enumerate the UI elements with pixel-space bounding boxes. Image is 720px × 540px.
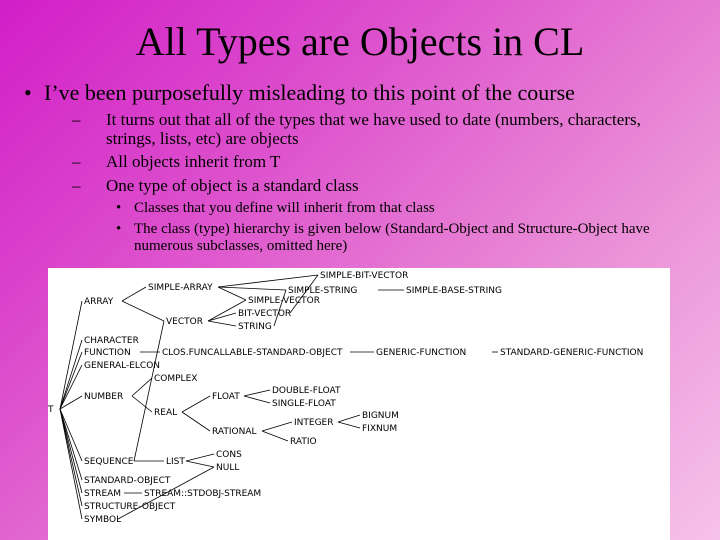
edge-list-null (186, 461, 214, 467)
node-fixnum: FIXNUM (362, 424, 398, 434)
node-null: NULL (216, 463, 240, 473)
sub-sub-bullet-2 (116, 221, 694, 255)
class-hierarchy-svg (48, 268, 670, 540)
sub-bullet-2 (72, 152, 666, 171)
bullet-1 (24, 80, 575, 106)
edge-real-rational (182, 412, 210, 431)
edge-integer-bignum (338, 415, 360, 422)
edge-vector-bit-vector (208, 313, 236, 321)
sub-sub-bullet-2-text: The class (type) hierarchy is given below (Standard-Object and Structure-Object have numerous subclasses, omitted here) (134, 221, 650, 254)
edge-simple-array-simple-string (218, 287, 286, 290)
edge-t-stream (60, 409, 82, 493)
node-integer: INTEGER (294, 418, 334, 428)
bullet-mark: • (24, 80, 32, 105)
node-stream-stdobj-stream: STREAM::STDOBJ-STREAM (144, 489, 262, 499)
node-stream: STREAM (84, 489, 122, 499)
node-real: REAL (154, 408, 178, 418)
edge-t-array (60, 301, 82, 409)
edge-simple-array-simple-vector (218, 287, 246, 300)
node-vector: VECTOR (166, 317, 203, 327)
node-t: T (48, 405, 54, 415)
node-generic-function: GENERIC-FUNCTION (376, 348, 467, 358)
dash-mark: – (72, 110, 81, 129)
node-funcallable-standard-object: CLOS.FUNCALLABLE-STANDARD-OBJECT (162, 348, 343, 358)
node-double-float: DOUBLE-FLOAT (272, 386, 341, 396)
sub-bullet-1 (72, 110, 666, 148)
edge-rational-integer (262, 422, 292, 431)
node-function: FUNCTION (84, 348, 131, 358)
edge-real-float (182, 396, 210, 412)
dash-mark: – (72, 176, 81, 195)
sub-bullet-1-text: It turns out that all of the types that we have used to date (numbers, characters, strings, lists, etc) are objects (106, 110, 641, 148)
edge-float-single-float (244, 396, 270, 403)
edge-t-symbol (60, 409, 82, 519)
edge-list-cons (186, 454, 214, 461)
hierarchy-nodes (48, 271, 643, 525)
node-standard-object: STANDARD-OBJECT (84, 476, 171, 486)
edge-t-standard-object (60, 409, 82, 480)
node-single-float: SINGLE-FLOAT (272, 399, 336, 409)
edge-vector-string (208, 321, 236, 326)
node-float: FLOAT (212, 392, 240, 402)
node-list: LIST (166, 457, 185, 467)
sub-bullet-3-text: One type of object is a standard class (106, 176, 359, 195)
bullet-mark: • (116, 200, 122, 216)
sub-bullet-2-text: All objects inherit from T (106, 152, 281, 171)
node-simple-base-string: SIMPLE-BASE-STRING (406, 286, 502, 296)
edge-integer-fixnum (338, 422, 360, 428)
edge-t-function (60, 352, 82, 409)
node-ratio: RATIO (290, 437, 317, 447)
bullet-1-text: I’ve been purposefully misleading to this point of the course (44, 80, 575, 105)
node-array: ARRAY (84, 297, 114, 307)
node-simple-vector: SIMPLE-VECTOR (248, 296, 320, 306)
node-general-elcon: GENERAL-ELCON (84, 361, 161, 371)
dash-mark: – (72, 152, 81, 171)
edge-number-real (132, 396, 152, 412)
node-cons: CONS (216, 450, 242, 460)
edge-rational-ratio (262, 431, 288, 441)
node-symbol: SYMBOL (84, 515, 122, 525)
edge-array-vector (122, 301, 164, 321)
node-character: CHARACTER (84, 336, 139, 346)
edge-number-complex (132, 378, 152, 396)
edge-t-character (60, 340, 82, 409)
node-standard-generic-function: STANDARD-GENERIC-FUNCTION (500, 348, 644, 358)
node-simple-array: SIMPLE-ARRAY (148, 283, 213, 293)
node-sequence: SEQUENCE (84, 457, 134, 467)
node-bit-vector: BIT-VECTOR (238, 309, 292, 319)
node-structure-object: STRUCTURE-OBJECT (84, 502, 176, 512)
edge-float-double-float (244, 390, 270, 396)
node-number: NUMBER (84, 392, 124, 402)
node-simple-bit-vector: SIMPLE-BIT-VECTOR (320, 271, 409, 281)
class-hierarchy-diagram (48, 268, 670, 540)
node-string: STRING (238, 322, 272, 332)
node-rational: RATIONAL (212, 427, 257, 437)
sub-sub-bullet-1-text: Classes that you define will inherit from that class (134, 200, 435, 216)
slide-title: All Types are Objects in CL (135, 19, 585, 64)
node-complex: COMPLEX (154, 374, 198, 384)
sub-sub-bullet-1 (116, 200, 694, 217)
node-bignum: BIGNUM (362, 411, 399, 421)
sub-bullet-3 (72, 176, 666, 195)
node-simple-string: SIMPLE-STRING (288, 286, 358, 296)
edge-array-simple-array (122, 287, 146, 301)
edge-t-sequence (60, 409, 82, 461)
bullet-mark: • (116, 221, 122, 237)
